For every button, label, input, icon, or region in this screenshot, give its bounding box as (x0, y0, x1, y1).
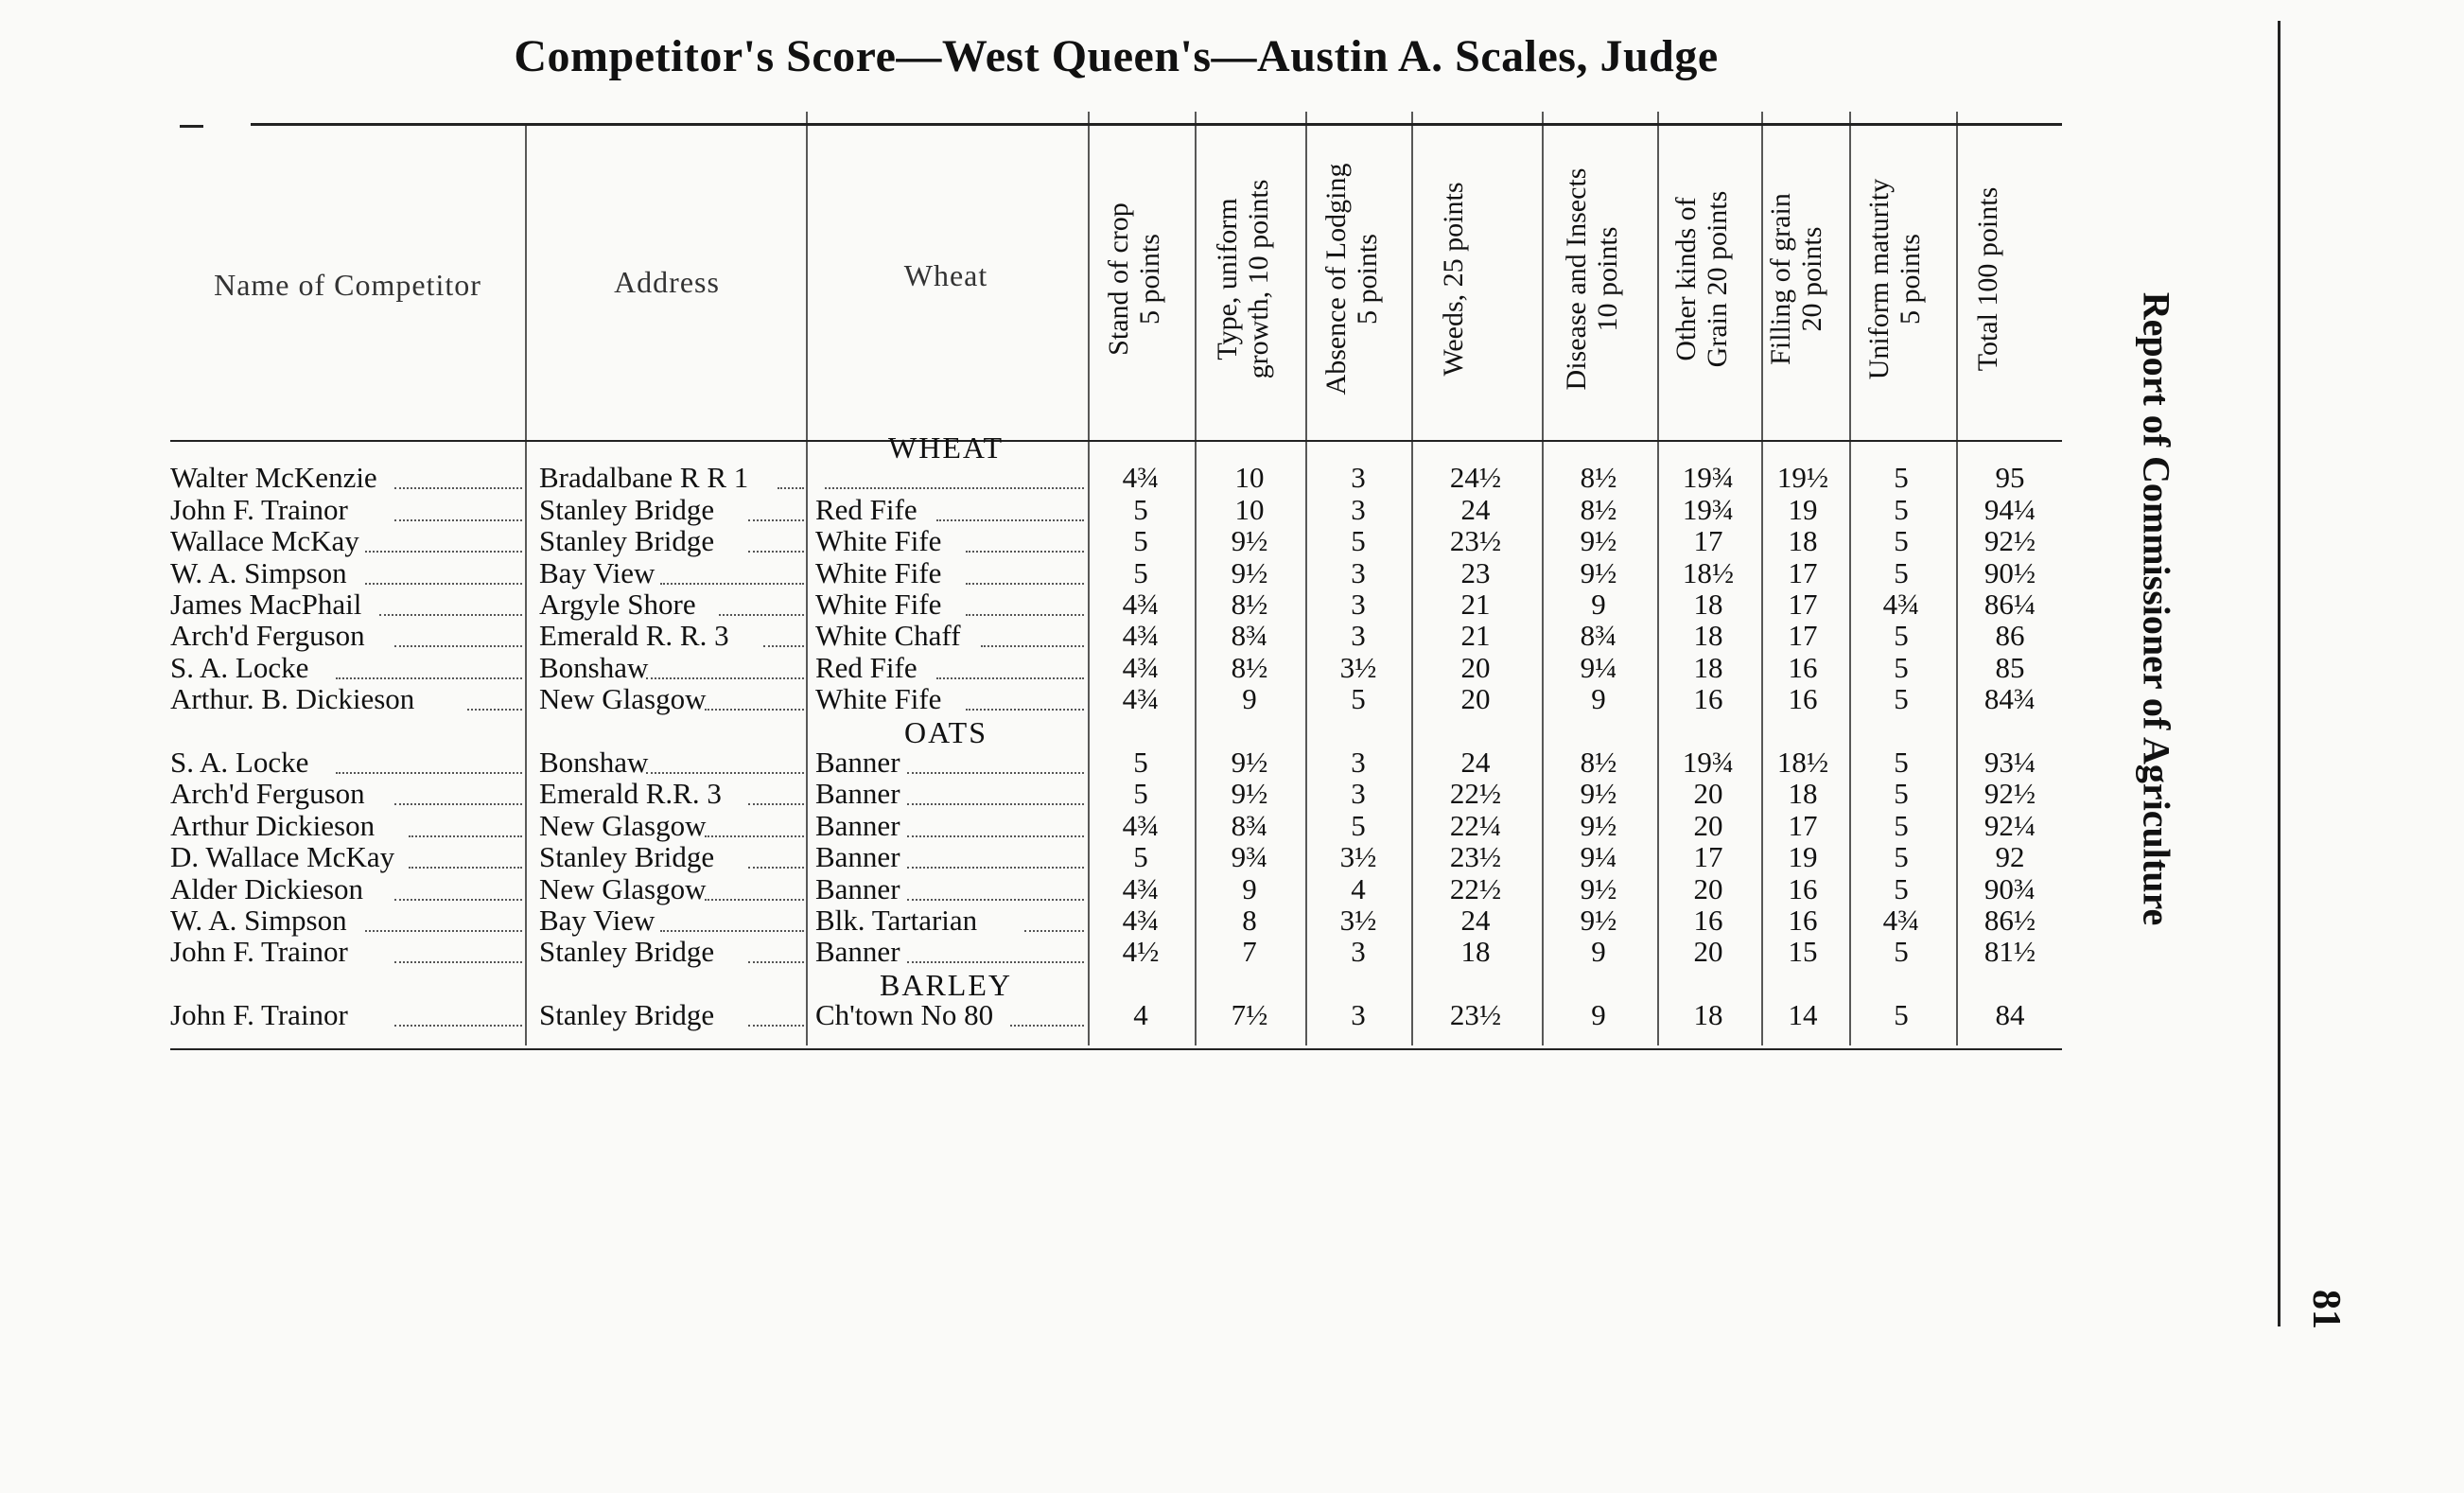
score-value: 3 (1351, 999, 1366, 1032)
score-value: 4¾ (1122, 462, 1160, 495)
score-value: 5 (1894, 493, 1909, 526)
dot-leader (409, 835, 522, 837)
score-value: 4¾ (1122, 620, 1160, 653)
score-value: 24 (1460, 493, 1491, 526)
score-value: 4¾ (1122, 683, 1160, 716)
score-value: 23½ (1449, 525, 1502, 558)
section-label: BARLEY (880, 967, 1012, 1002)
score-value: 5 (1894, 809, 1909, 842)
score-value: 23½ (1449, 841, 1502, 874)
grain-variety: Banner (815, 841, 900, 874)
score-value: 8 (1242, 905, 1257, 937)
score-value: 5 (1133, 841, 1148, 874)
score-value: 9½ (1580, 525, 1617, 558)
header-name: Name of Competitor (214, 268, 481, 302)
score-value: 5 (1133, 746, 1148, 779)
dot-leader (379, 614, 522, 616)
score-value: 5 (1894, 556, 1909, 589)
score-column-header (1561, 123, 1636, 435)
score-column-header-line: Total 100 points (1972, 186, 2003, 372)
score-value: 5 (1894, 683, 1909, 716)
grain-variety: White Fife (815, 556, 942, 589)
score-value: 3 (1351, 746, 1366, 779)
score-value: 5 (1133, 525, 1148, 558)
dot-leader (705, 835, 805, 837)
score-column-header-line: 5 points (1895, 234, 1926, 325)
score-value: 4¾ (1882, 905, 1920, 937)
competitor-address: Stanley Bridge (539, 493, 715, 526)
score-value: 7½ (1231, 999, 1268, 1032)
score-value: 3 (1351, 588, 1366, 621)
score-value: 8¾ (1580, 620, 1617, 653)
score-value: 18½ (1682, 556, 1735, 589)
score-value: 9 (1242, 683, 1257, 716)
score-value: 5 (1133, 556, 1148, 589)
dot-leader (907, 772, 1084, 774)
grain-variety: Banner (815, 872, 900, 905)
score-value: 19¾ (1682, 493, 1735, 526)
score-column-header-line: Grain 20 points (1702, 190, 1733, 368)
score-value: 20 (1693, 809, 1723, 842)
competitor-name: Walter McKenzie (170, 462, 377, 495)
score-column-header (1320, 123, 1396, 435)
dot-leader (394, 645, 523, 647)
score-value: 16 (1788, 872, 1818, 905)
dot-leader (748, 1025, 804, 1027)
dot-leader (966, 551, 1084, 553)
score-column-header-line: 20 points (1796, 226, 1827, 332)
score-value: 19½ (1776, 462, 1829, 495)
score-value: 15 (1788, 936, 1818, 969)
competitor-address: New Glasgow (539, 683, 707, 716)
score-value: 9¼ (1580, 651, 1617, 684)
score-value: 4¾ (1122, 588, 1160, 621)
score-column-header-line: Uniform maturity (1863, 178, 1895, 380)
competitor-address: Bradalbane R R 1 (539, 462, 749, 495)
score-column-header (1765, 123, 1841, 435)
score-value: 5 (1894, 525, 1909, 558)
competitor-address: Stanley Bridge (539, 525, 715, 558)
dot-leader (936, 519, 1084, 521)
score-value: 9 (1591, 936, 1606, 969)
score-value: 4¾ (1882, 588, 1920, 621)
score-value: 9¼ (1580, 841, 1617, 874)
dot-leader (660, 930, 804, 932)
score-value: 9 (1591, 588, 1606, 621)
score-value: 92¼ (1983, 809, 2036, 842)
score-value: 5 (1133, 778, 1148, 811)
dot-leader (394, 961, 523, 963)
score-value: 9½ (1231, 778, 1268, 811)
score-column-header-line: Filling of grain (1765, 193, 1796, 365)
dot-leader (778, 487, 804, 489)
dot-leader (981, 645, 1085, 647)
score-value: 8½ (1231, 651, 1268, 684)
score-value: 20 (1460, 651, 1491, 684)
score-value: 18½ (1776, 746, 1829, 779)
grain-variety: Red Fife (815, 651, 917, 684)
score-value: 21 (1460, 620, 1491, 653)
score-value: 3 (1351, 556, 1366, 589)
grain-variety: Banner (815, 746, 900, 779)
column-divider (1542, 112, 1544, 1045)
competitor-name: S. A. Locke (170, 651, 309, 684)
score-value: 21 (1460, 588, 1491, 621)
grain-variety: White Fife (815, 525, 942, 558)
page-number: 81 (2304, 1290, 2348, 1329)
dot-leader (365, 930, 523, 932)
score-value: 17 (1693, 841, 1723, 874)
score-value: 22½ (1449, 778, 1502, 811)
score-value: 9 (1591, 999, 1606, 1032)
score-value: 5 (1133, 493, 1148, 526)
score-value: 86¼ (1983, 588, 2036, 621)
score-value: 9½ (1231, 556, 1268, 589)
dot-leader (748, 803, 804, 805)
score-value: 5 (1894, 778, 1909, 811)
score-value: 17 (1788, 556, 1818, 589)
column-divider (1411, 112, 1413, 1045)
score-value: 5 (1894, 936, 1909, 969)
header-address: Address (614, 265, 720, 299)
competitor-name: Wallace McKay (170, 525, 359, 558)
score-value: 22¼ (1449, 809, 1502, 842)
score-value: 19 (1788, 493, 1818, 526)
score-value: 3 (1351, 620, 1366, 653)
competitor-address: Stanley Bridge (539, 936, 715, 969)
score-value: 16 (1788, 905, 1818, 937)
section-label: WHEAT (888, 430, 1004, 465)
header-variety: Wheat (903, 258, 988, 292)
dot-leader (394, 803, 523, 805)
score-value: 5 (1894, 841, 1909, 874)
competitor-name: W. A. Simpson (170, 556, 347, 589)
score-value: 5 (1894, 462, 1909, 495)
competitor-address: Bonshaw (539, 746, 649, 779)
dot-leader (336, 677, 523, 679)
score-value: 9½ (1231, 746, 1268, 779)
competitor-name: Arch'd Ferguson (170, 778, 365, 811)
score-value: 4¾ (1122, 651, 1160, 684)
score-value: 20 (1460, 683, 1491, 716)
score-value: 94¼ (1983, 493, 2036, 526)
dot-leader (748, 519, 804, 521)
score-column-header-line: 5 points (1134, 234, 1165, 325)
score-value: 9½ (1580, 872, 1617, 905)
score-value: 8¾ (1231, 620, 1268, 653)
score-value: 3 (1351, 462, 1366, 495)
grain-variety: White Fife (815, 683, 942, 716)
grain-variety: Blk. Tartarian (815, 905, 978, 937)
competitor-name: S. A. Locke (170, 746, 309, 779)
competitor-address: Emerald R.R. 3 (539, 778, 722, 811)
score-value: 18 (1693, 620, 1723, 653)
score-value: 5 (1894, 746, 1909, 779)
grain-variety: White Fife (815, 588, 942, 621)
score-value: 84 (1995, 999, 2025, 1032)
score-value: 23 (1460, 556, 1491, 589)
score-column-header (1103, 123, 1179, 435)
score-value: 4½ (1122, 936, 1160, 969)
dot-leader (705, 709, 805, 711)
score-value: 17 (1693, 525, 1723, 558)
score-value: 9 (1591, 683, 1606, 716)
score-value: 8½ (1231, 588, 1268, 621)
score-value: 4 (1351, 872, 1366, 905)
competitor-name: W. A. Simpson (170, 905, 347, 937)
score-value: 9½ (1580, 809, 1617, 842)
score-value: 92 (1995, 841, 2025, 874)
score-value: 16 (1788, 651, 1818, 684)
column-divider (1195, 112, 1197, 1045)
competitor-name: Arthur. B. Dickieson (170, 683, 415, 716)
score-column-header (1438, 123, 1513, 435)
score-value: 85 (1995, 651, 2025, 684)
score-value: 3½ (1339, 841, 1377, 874)
column-divider (525, 125, 527, 1045)
dot-leader (825, 487, 1084, 489)
score-value: 4 (1133, 999, 1148, 1032)
dot-leader (907, 961, 1084, 963)
score-value: 5 (1351, 809, 1366, 842)
grain-variety: Banner (815, 778, 900, 811)
score-value: 90½ (1983, 556, 2036, 589)
score-column-header-line: Type, uniform (1212, 198, 1243, 360)
score-value: 86 (1995, 620, 2025, 653)
score-value: 20 (1693, 872, 1723, 905)
score-value: 17 (1788, 809, 1818, 842)
dot-leader (719, 614, 804, 616)
grain-variety: Ch'town No 80 (815, 999, 994, 1032)
score-column-header (1212, 123, 1287, 435)
score-value: 18 (1693, 588, 1723, 621)
dot-leader (907, 899, 1084, 901)
margin-vertical-rule (2278, 21, 2281, 1326)
dot-leader (336, 772, 523, 774)
score-value: 16 (1788, 683, 1818, 716)
competitor-name: Arch'd Ferguson (170, 620, 365, 653)
dot-leader (646, 677, 805, 679)
dot-leader (394, 487, 523, 489)
score-value: 23½ (1449, 999, 1502, 1032)
score-value: 24 (1460, 905, 1491, 937)
score-value: 5 (1894, 999, 1909, 1032)
dot-leader (409, 867, 522, 869)
competitor-address: Bay View (539, 905, 655, 937)
score-column-header (1972, 123, 2048, 435)
header-bottom-rule (170, 440, 2062, 442)
dot-leader (394, 519, 523, 521)
dot-leader (1010, 1025, 1085, 1027)
score-column-header-line: Weeds, 25 points (1438, 182, 1469, 377)
score-value: 5 (1894, 872, 1909, 905)
grain-variety: Banner (815, 809, 900, 842)
score-column-header-line: Other kinds of (1670, 197, 1702, 361)
score-column-header-line: growth, 10 points (1243, 179, 1274, 379)
dot-leader (394, 1025, 523, 1027)
grain-variety: Banner (815, 936, 900, 969)
score-value: 20 (1693, 778, 1723, 811)
dot-leader (394, 899, 523, 901)
grain-variety: Red Fife (815, 493, 917, 526)
score-value: 93¼ (1983, 746, 2036, 779)
score-value: 3½ (1339, 651, 1377, 684)
dot-leader (660, 583, 804, 585)
dot-leader (1024, 930, 1084, 932)
score-value: 4¾ (1122, 872, 1160, 905)
section-label: OATS (903, 714, 987, 749)
report-side-title: Report of Commissioner of Agriculture (2135, 291, 2178, 926)
score-value: 95 (1995, 462, 2025, 495)
score-value: 16 (1693, 905, 1723, 937)
score-value: 18 (1460, 936, 1491, 969)
dot-leader (705, 899, 805, 901)
score-value: 90¾ (1983, 872, 2036, 905)
competitor-address: Bonshaw (539, 651, 649, 684)
score-column-header-line: Disease and Insects (1561, 167, 1592, 391)
dot-leader (365, 583, 523, 585)
score-value: 9½ (1231, 525, 1268, 558)
score-value: 19¾ (1682, 462, 1735, 495)
score-value: 9¾ (1231, 841, 1268, 874)
dot-leader (966, 614, 1084, 616)
score-value: 5 (1894, 651, 1909, 684)
score-value: 7 (1242, 936, 1257, 969)
score-value: 4¾ (1122, 905, 1160, 937)
margin-dash (180, 125, 203, 128)
competitor-address: Stanley Bridge (539, 999, 715, 1032)
score-value: 81½ (1983, 936, 2036, 969)
competitor-name: Alder Dickieson (170, 872, 364, 905)
competitor-name: D. Wallace McKay (170, 841, 395, 874)
competitor-address: New Glasgow (539, 872, 707, 905)
score-value: 4¾ (1122, 809, 1160, 842)
dot-leader (907, 867, 1084, 869)
score-column-header-line: Stand of crop (1103, 202, 1134, 356)
dot-leader (907, 835, 1084, 837)
score-value: 92½ (1983, 525, 2036, 558)
competitor-name: James MacPhail (170, 588, 362, 621)
score-value: 19¾ (1682, 746, 1735, 779)
score-value: 84¾ (1983, 683, 2036, 716)
score-value: 18 (1693, 651, 1723, 684)
score-value: 22½ (1449, 872, 1502, 905)
dot-leader (907, 803, 1084, 805)
score-value: 5 (1894, 620, 1909, 653)
grain-variety: White Chaff (815, 620, 961, 653)
score-value: 8½ (1580, 746, 1617, 779)
score-value: 9½ (1580, 556, 1617, 589)
score-value: 8¾ (1231, 809, 1268, 842)
score-value: 8½ (1580, 493, 1617, 526)
dot-leader (763, 645, 805, 647)
score-column-header-line: Absence of Lodging (1320, 163, 1352, 395)
dot-leader (748, 961, 804, 963)
score-value: 3½ (1339, 905, 1377, 937)
dot-leader (365, 551, 523, 553)
dot-leader (748, 867, 804, 869)
score-value: 5 (1351, 683, 1366, 716)
score-value: 3 (1351, 493, 1366, 526)
score-value: 24 (1460, 746, 1491, 779)
dot-leader (966, 709, 1084, 711)
score-column-header (1670, 123, 1746, 435)
dot-leader (936, 677, 1084, 679)
score-value: 14 (1788, 999, 1818, 1032)
score-value: 86½ (1983, 905, 2036, 937)
score-value: 20 (1693, 936, 1723, 969)
column-divider (806, 112, 808, 1045)
competitor-address: Emerald R. R. 3 (539, 620, 729, 653)
score-column-header-line: 10 points (1592, 226, 1623, 332)
page-title: Competitor's Score—West Queen's—Austin A. Scales, Judge (514, 31, 1719, 81)
score-value: 92½ (1983, 778, 2036, 811)
score-value: 8½ (1580, 462, 1617, 495)
dot-leader (748, 551, 804, 553)
score-value: 17 (1788, 620, 1818, 653)
score-value: 5 (1351, 525, 1366, 558)
competitor-address: New Glasgow (539, 809, 707, 842)
dot-leader (646, 772, 805, 774)
score-value: 17 (1788, 588, 1818, 621)
score-value: 10 (1234, 493, 1265, 526)
competitor-name: John F. Trainor (170, 999, 348, 1032)
dot-leader (966, 583, 1084, 585)
score-value: 18 (1693, 999, 1723, 1032)
table-bottom-rule (170, 1048, 2062, 1050)
competitor-address: Stanley Bridge (539, 841, 715, 874)
competitor-address: Bay View (539, 556, 655, 589)
score-value: 16 (1693, 683, 1723, 716)
score-value: 18 (1788, 525, 1818, 558)
competitor-name: Arthur Dickieson (170, 809, 376, 842)
score-value: 18 (1788, 778, 1818, 811)
score-value: 24½ (1449, 462, 1502, 495)
score-column-header (1863, 123, 1939, 435)
competitor-name: John F. Trainor (170, 936, 348, 969)
score-column-header-line: 5 points (1352, 234, 1383, 325)
score-value: 3 (1351, 936, 1366, 969)
score-value: 9½ (1580, 778, 1617, 811)
dot-leader (467, 709, 522, 711)
competitor-name: John F. Trainor (170, 493, 348, 526)
score-value: 10 (1234, 462, 1265, 495)
score-value: 3 (1351, 778, 1366, 811)
score-value: 9 (1242, 872, 1257, 905)
score-value: 19 (1788, 841, 1818, 874)
competitor-address: Argyle Shore (539, 588, 696, 621)
score-value: 9½ (1580, 905, 1617, 937)
